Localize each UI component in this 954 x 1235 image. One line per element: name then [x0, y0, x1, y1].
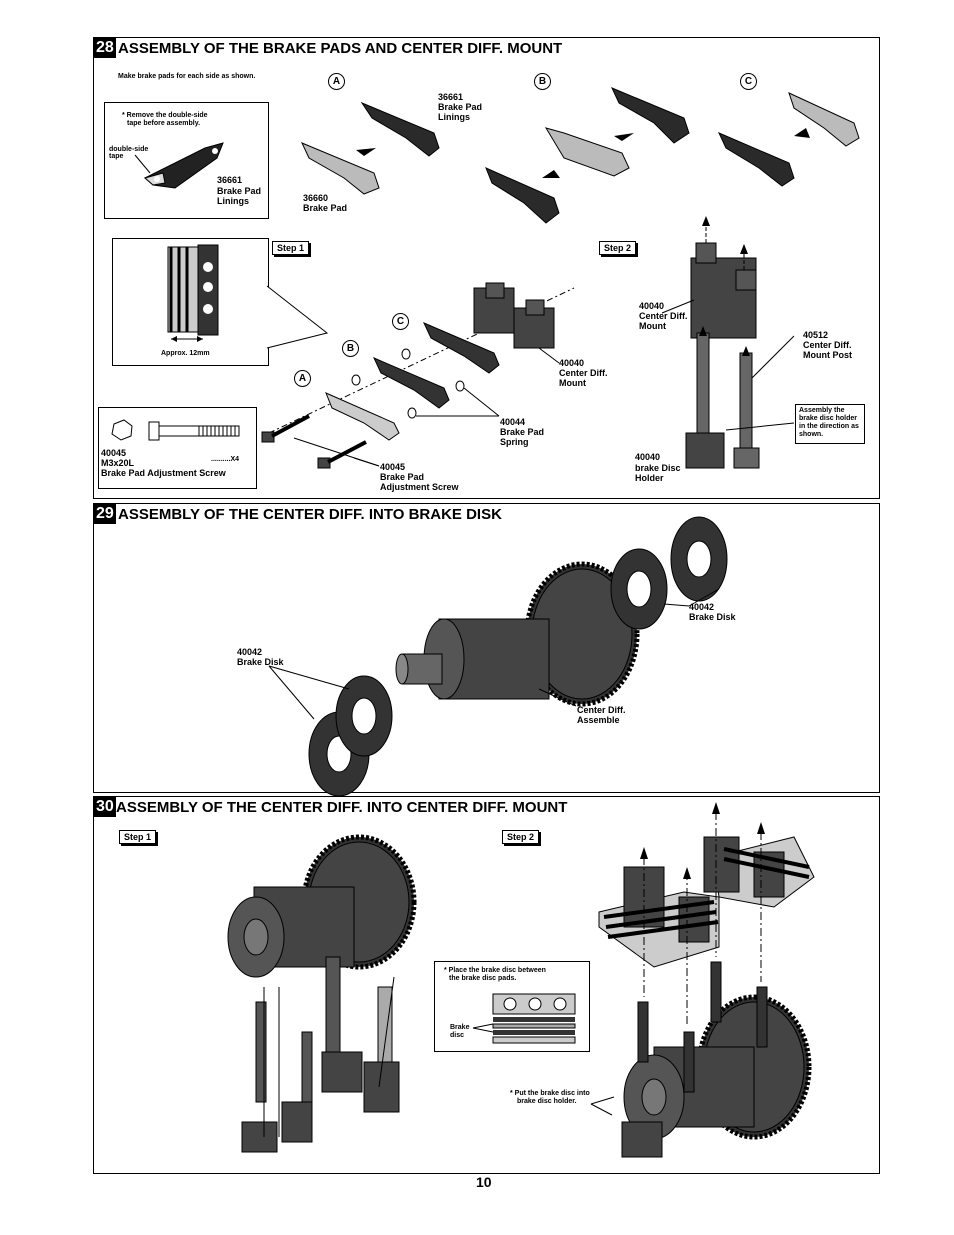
inset-note-1: * Remove the double-side: [122, 112, 208, 119]
label-a-step1: A: [294, 370, 311, 387]
part-36661-no: 36661: [438, 92, 464, 102]
part-36661-name-1: Brake Pad: [438, 102, 483, 112]
disk-left-name: Brake Disk: [237, 657, 284, 667]
step-title: ASSEMBLY OF THE BRAKE PADS AND CENTER DIFF. MOUNT: [118, 40, 563, 57]
diff-brake-disk-illustration: [94, 504, 879, 792]
post-name-1: Center Diff.: [803, 340, 852, 350]
disk-left-no: 40042: [237, 647, 263, 657]
part-36661-name-2: Linings: [438, 112, 470, 122]
mount-name-1: Center Diff.: [559, 368, 608, 378]
step-title: ASSEMBLY OF THE CENTER DIFF. INTO CENTER DIFF. MOUNT: [116, 799, 568, 816]
holder-name-2: Holder: [635, 473, 664, 483]
adj-screw-name-1: Brake Pad: [380, 472, 425, 482]
step2-diff-mount-illustration: [94, 797, 879, 1173]
inset-part-name-1: Brake Pad: [217, 186, 262, 196]
spring-name-1: Brake Pad: [500, 427, 545, 437]
holder-note-box: [795, 404, 865, 444]
s2-mount-no: 40040: [639, 301, 665, 311]
label-b-step1: B: [342, 340, 359, 357]
step-number: 29: [96, 505, 114, 522]
inset-part-name-2: Linings: [217, 196, 249, 206]
holder-note-2: brake disc holder.: [517, 1098, 577, 1105]
step-number: 30: [96, 798, 114, 815]
holder-note-1: * Put the brake disc into: [510, 1090, 590, 1097]
inset-note-2: tape before assembly.: [127, 120, 201, 127]
step2-mount-assembly: [94, 38, 879, 498]
holder-note-1: Assembly the: [799, 407, 845, 414]
s2-mount-name-1: Center Diff.: [639, 311, 688, 321]
post-name-2: Mount Post: [803, 350, 852, 360]
step-2-label: Step 2: [502, 830, 539, 844]
holder-note-2: brake disc holder: [799, 415, 857, 422]
step-1-label: Step 1: [119, 830, 156, 844]
adj-screw-no: 40045: [380, 462, 406, 472]
spring-name-2: Spring: [500, 437, 529, 447]
brake-label-2: disc: [450, 1032, 465, 1039]
note-1: * Place the brake disc between: [444, 967, 546, 974]
screw-size: M3x20L: [101, 458, 135, 468]
screw-name: Brake Pad Adjustment Screw: [101, 468, 226, 478]
holder-name-1: brake Disc: [635, 463, 681, 473]
inset-part-no: 36661: [217, 175, 243, 185]
label-a-top: A: [328, 73, 345, 90]
holder-note-3: in the direction as: [799, 423, 859, 430]
approx-label: Approx. 12mm: [161, 350, 210, 357]
note-2: the brake disc pads.: [449, 975, 517, 982]
step-28-panel: [93, 37, 880, 499]
disk-right-no: 40042: [689, 602, 715, 612]
step-title: ASSEMBLY OF THE CENTER DIFF. INTO BRAKE DISK: [118, 506, 502, 523]
part-36660-name: Brake Pad: [303, 203, 348, 213]
screw-qty: ..........X4: [211, 456, 240, 463]
holder-no: 40040: [635, 452, 661, 462]
inset-tape-2: tape: [109, 153, 124, 160]
label-b-top: B: [534, 73, 551, 90]
mount-no: 40040: [559, 358, 585, 368]
adj-screw-name-2: Adjustment Screw: [380, 482, 459, 492]
step-number: 28: [96, 39, 114, 56]
step-2-label: Step 2: [599, 241, 636, 255]
screw-no: 40045: [101, 448, 127, 458]
diff-name-2: Assemble: [577, 715, 620, 725]
holder-note-4: shown.: [799, 431, 824, 438]
inset-tape-1: double-side: [109, 146, 149, 153]
step-30-panel: [93, 796, 880, 1174]
label-c-step1: C: [392, 313, 409, 330]
diff-name-1: Center Diff.: [577, 705, 626, 715]
brake-label-1: Brake: [450, 1024, 470, 1031]
disk-right-name: Brake Disk: [689, 612, 736, 622]
label-c-top: C: [740, 73, 757, 90]
page-number: 10: [476, 1174, 492, 1190]
step-1-label: Step 1: [272, 241, 309, 255]
part-36660-no: 36660: [303, 193, 329, 203]
spring-no: 40044: [500, 417, 526, 427]
step-29-panel: [93, 503, 880, 793]
intro-text: Make brake pads for each side as shown.: [118, 73, 256, 80]
s2-mount-name-2: Mount: [639, 321, 666, 331]
post-no: 40512: [803, 330, 829, 340]
mount-name-2: Mount: [559, 378, 586, 388]
